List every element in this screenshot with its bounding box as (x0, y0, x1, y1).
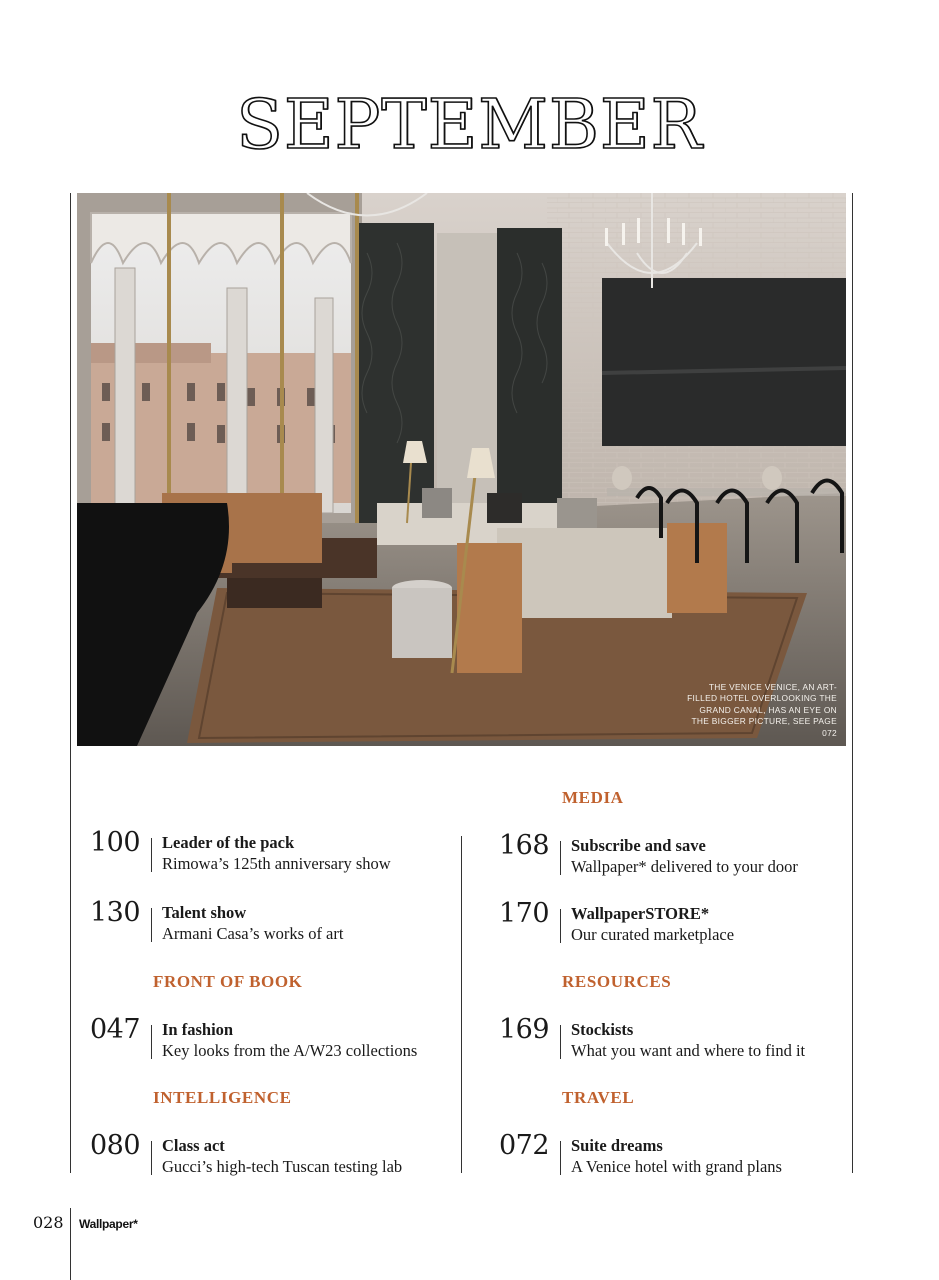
frame-rule-right (852, 193, 853, 1173)
section-heading-resources: RESOURCES (562, 972, 672, 991)
section-heading-media: MEDIA (562, 788, 624, 807)
toc-entry-130[interactable] (90, 897, 450, 949)
hero-photo (77, 193, 846, 746)
section-heading-intelligence: INTELLIGENCE (153, 1088, 292, 1107)
footer-rule (70, 1208, 71, 1280)
entry-headline: Subscribe and save (571, 836, 706, 855)
section-heading-front-of-book: FRONT OF BOOK (153, 972, 303, 991)
toc-entry-072[interactable] (499, 1130, 844, 1182)
entry-headline: In fashion (162, 1020, 234, 1039)
page-number: 100 (90, 827, 141, 858)
frame-rule-left (70, 193, 71, 1173)
entry-headline: Class act (162, 1136, 225, 1155)
column-divider (461, 836, 462, 1173)
entry-headline: Talent show (162, 903, 247, 922)
entry-rule (151, 1025, 152, 1059)
toc-entry-100[interactable] (90, 827, 450, 879)
entry-headline: WallpaperSTORE* (571, 904, 710, 923)
page-number: 080 (90, 1130, 141, 1161)
entry-rule (151, 838, 152, 872)
page-number: 170 (499, 898, 550, 929)
page-number: 169 (499, 1014, 550, 1045)
page-number: 047 (90, 1014, 141, 1045)
entry-rule (560, 909, 561, 943)
page-number: 072 (499, 1130, 550, 1161)
entry-headline: Leader of the pack (162, 833, 295, 852)
entry-subtitle: What you want and where to find it (571, 1041, 806, 1060)
photo-caption: THE VENICE VENICE, AN ART-FILLED HOTEL OVERLOOKING THE GRAND CANAL, HAS AN EYE ON THE BIGGER PICTURE, SEE PAGE 072 (687, 681, 837, 738)
entry-headline: Stockists (571, 1020, 634, 1039)
entry-rule (560, 1141, 561, 1175)
toc-entry-047[interactable] (90, 1014, 450, 1066)
folio-page-number: 028 (33, 1213, 64, 1232)
page-number: 130 (90, 897, 141, 928)
entry-rule (560, 841, 561, 875)
entry-subtitle: Rimowa’s 125th anniversary show (162, 854, 391, 873)
entry-subtitle: Wallpaper* delivered to your door (571, 857, 798, 876)
entry-subtitle: Gucci’s high-tech Tuscan testing lab (162, 1157, 403, 1176)
entry-subtitle: A Venice hotel with grand plans (571, 1157, 782, 1176)
hotel-lounge-illustration (77, 193, 846, 746)
entry-subtitle: Armani Casa’s works of art (162, 924, 344, 943)
entry-rule (151, 908, 152, 942)
toc-entry-080[interactable] (90, 1130, 450, 1182)
entry-headline: Suite dreams (571, 1136, 663, 1155)
toc-entry-170[interactable] (499, 898, 844, 950)
entry-subtitle: Our curated marketplace (571, 925, 735, 944)
page-title: SEPTEMBER (236, 86, 703, 165)
page-number: 168 (499, 830, 550, 861)
entry-rule (560, 1025, 561, 1059)
toc-entry-169[interactable] (499, 1014, 844, 1066)
brand-logo: Wallpaper* (79, 1217, 138, 1231)
entry-rule (151, 1141, 152, 1175)
toc-entry-168[interactable] (499, 830, 844, 882)
entry-subtitle: Key looks from the A/W23 collections (162, 1041, 418, 1060)
section-heading-travel: TRAVEL (562, 1088, 635, 1107)
